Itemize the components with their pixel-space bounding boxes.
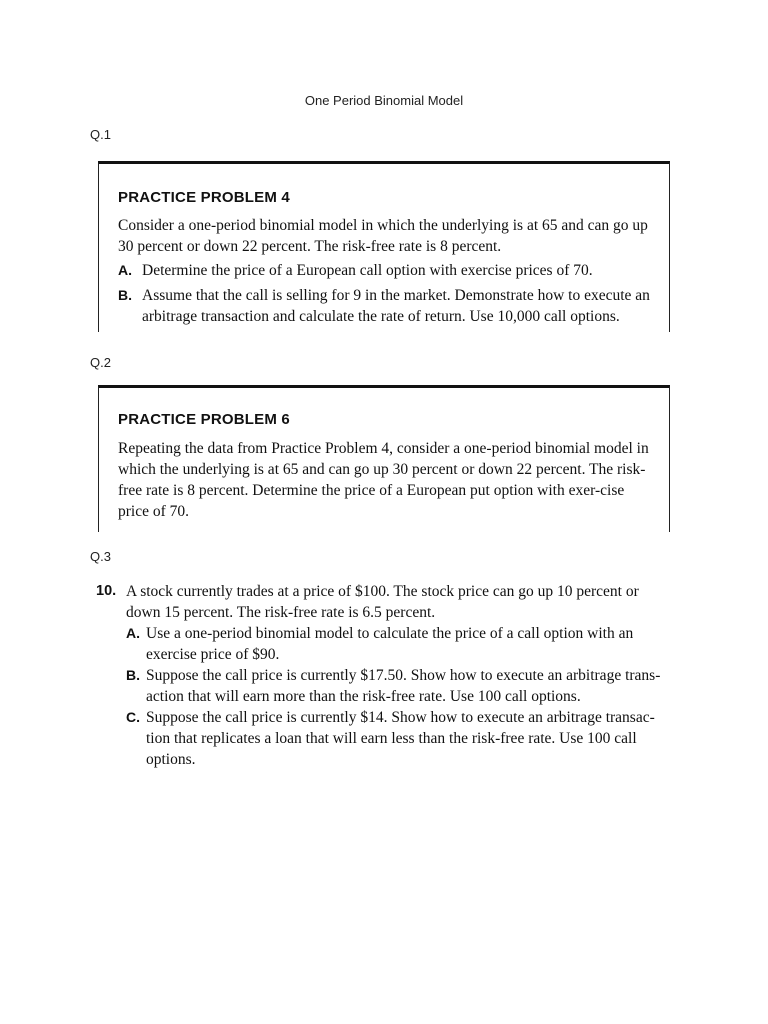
- problem-10: [96, 581, 676, 770]
- practice-problem-4-box: [98, 161, 670, 332]
- question-label-q3: Q.3: [90, 549, 111, 564]
- question-label-q2: Q.2: [90, 355, 111, 370]
- part-a-text: Determine the price of a European call option with exercise prices of 70.: [142, 262, 593, 279]
- part-b-letter: B.: [118, 287, 132, 303]
- part-c-letter: C.: [126, 709, 140, 725]
- practice-problem-6-box: [98, 385, 670, 532]
- practice-problem-4-part-a: [118, 260, 651, 281]
- practice-problem-4-intro: Consider a one-period binomial model in which the underlying is at 65 and can go up 30 percent or down 22 percent. The risk-free rate is 8 percent.: [118, 217, 648, 255]
- practice-problem-6-text: Repeating the data from Practice Problem 4, consider a one-period binomial model in which the underlying is at 65 and can go up 30 percent or down 22 percent. The risk-free rate is 8 percent. Determine the price of a European put option with exer-cise price of 70.: [118, 440, 649, 520]
- problem-10-part-c: [126, 707, 676, 770]
- part-a-letter: A.: [126, 625, 140, 641]
- practice-problem-4-heading: PRACTICE PROBLEM 4: [118, 189, 290, 206]
- question-label-q1: Q.1: [90, 127, 111, 142]
- problem-10-intro: A stock currently trades at a price of $100. The stock price can go up 10 percent or down 15 percent. The risk-free rate is 6.5 percent.: [126, 583, 639, 621]
- part-b-text: Suppose the call price is currently $17.50. Show how to execute an arbitrage trans-action that will earn more than the risk-free rate. Use 100 call options.: [146, 667, 661, 705]
- problem-10-part-a: [126, 623, 676, 665]
- part-b-letter: B.: [126, 667, 140, 683]
- practice-problem-4-part-b: [118, 285, 651, 327]
- part-a-text: Use a one-period binomial model to calculate the price of a call option with an exercise price of $90.: [146, 625, 634, 663]
- practice-problem-6-heading: PRACTICE PROBLEM 6: [118, 411, 290, 428]
- problem-10-number: 10.: [96, 583, 117, 599]
- document-title: One Period Binomial Model: [304, 93, 464, 108]
- part-c-text: Suppose the call price is currently $14. Show how to execute an arbitrage transac-tion that replicates a loan that will earn less than the risk-free rate. Use 100 call options.: [146, 709, 655, 768]
- part-b-text: Assume that the call is selling for 9 in the market. Demonstrate how to execute an arbitrage transaction and calculate the rate of return. Use 10,000 call options.: [142, 287, 650, 325]
- problem-10-part-b: [126, 665, 676, 707]
- part-a-letter: A.: [118, 262, 132, 278]
